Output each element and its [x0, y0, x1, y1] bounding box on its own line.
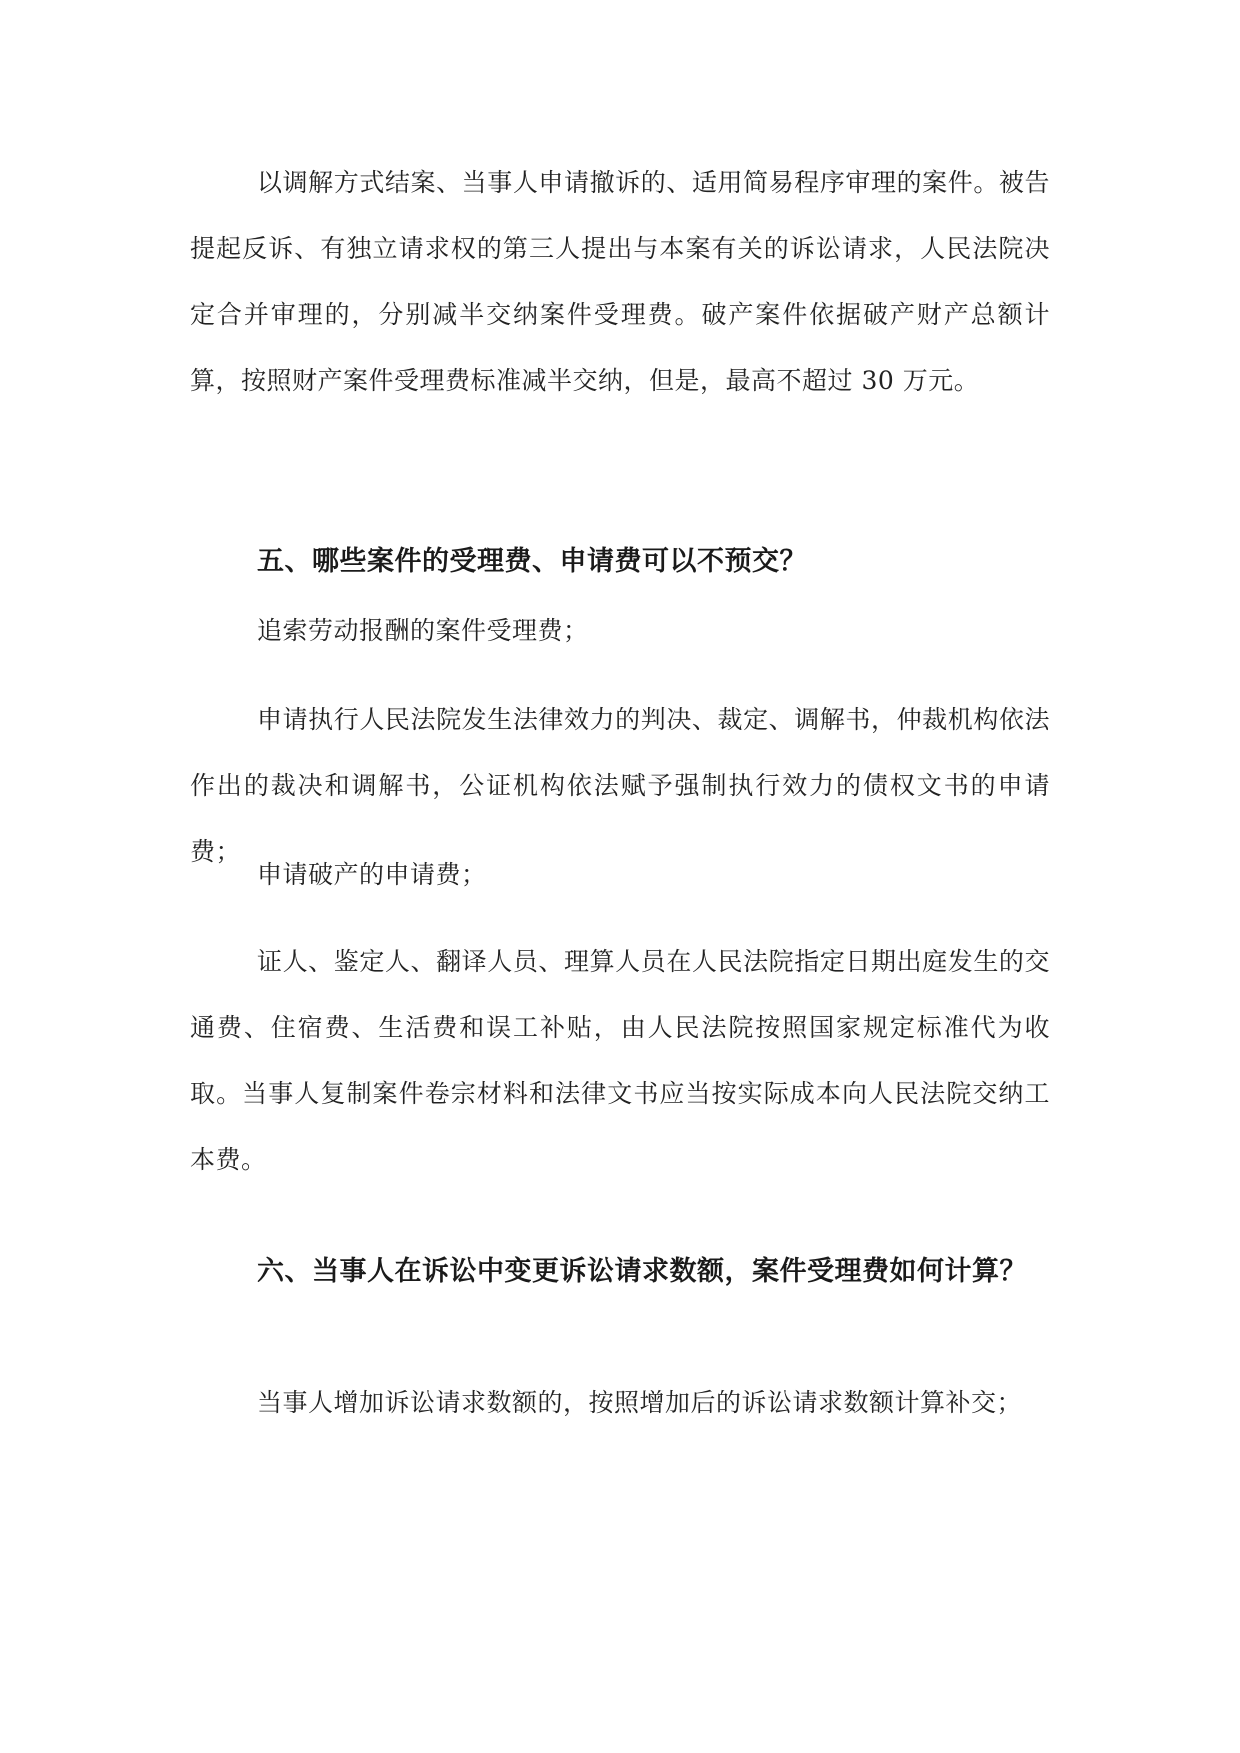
paragraph-fee-reduction: 以调解方式结案、当事人申请撤诉的、适用简易程序审理的案件。被告提起反诉、有独立请求权的第三人提出与本案有关的诉讼请求，人民法院决定合并审理的，分别减半交纳案件受理费。破产案件依据破产财产总额计算，按照财产案件受理费标准减半交纳，但是，最高不超过 30 万元。	[190, 168, 1050, 395]
section-heading-6: 六、当事人在诉讼中变更诉讼请求数额，案件受理费如何计算？	[257, 1256, 1027, 1287]
paragraph-labor-remuneration: 追索劳动报酬的案件受理费；	[257, 616, 589, 645]
paragraph-bankruptcy-application: 申请破产的申请费；	[257, 860, 487, 889]
paragraph-increased-claim: 当事人增加诉讼请求数额的，按照增加后的诉讼请求数额计算补交；	[257, 1388, 1023, 1417]
paragraph-witness-expenses: 证人、鉴定人、翻译人员、理算人员在人民法院指定日期出庭发生的交通费、住宿费、生活费和误工补贴，由人民法院按照国家规定标准代为收取。当事人复制案件卷宗材料和法律文书应当按实际成本向人民法院交纳工本费。	[190, 947, 1050, 1174]
section-heading-5: 五、哪些案件的受理费、申请费可以不预交？	[257, 546, 807, 577]
paragraph-execution-application: 申请执行人民法院发生法律效力的判决、裁定、调解书，仲裁机构依法作出的裁决和调解书，公证机构依法赋予强制执行效力的债权文书的申请费；	[190, 705, 1050, 866]
